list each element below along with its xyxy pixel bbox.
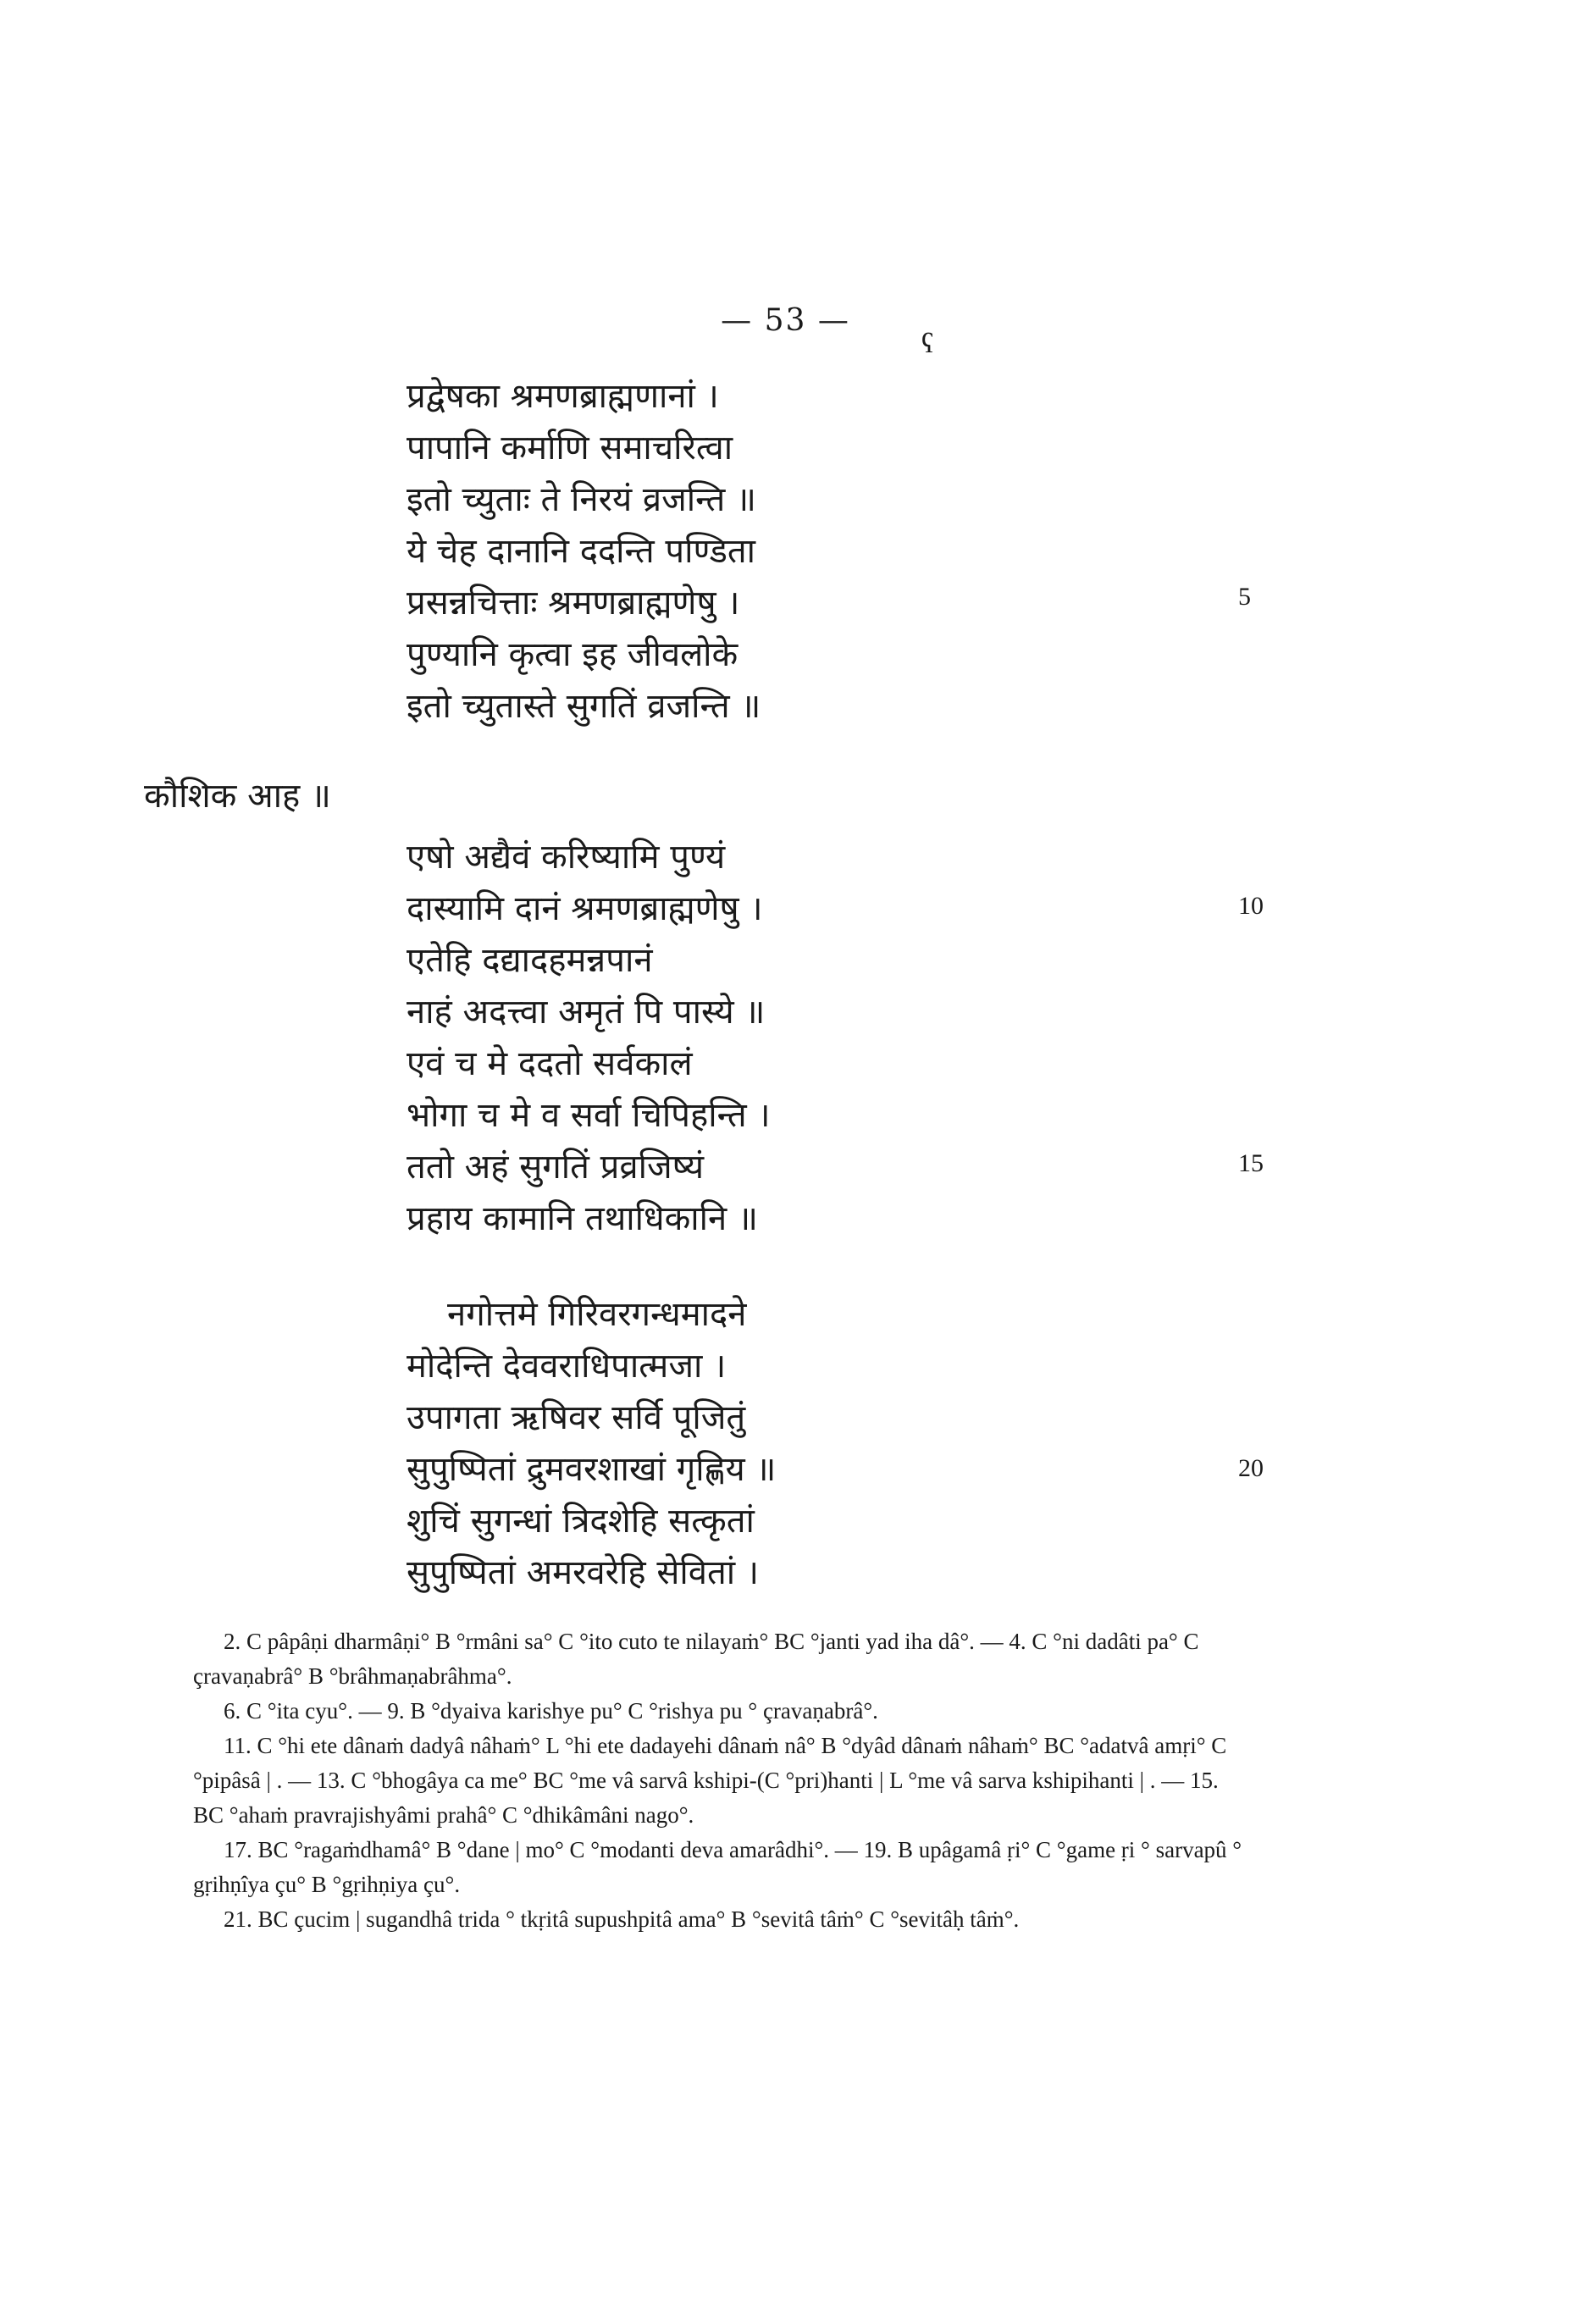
footnotes (193, 1624, 1252, 1937)
footnote: 6. C °ita cyu°. — 9. B °dyaiva karishye pu° C °rishya pu ° çravaṇabrâ°. (224, 1698, 878, 1724)
verse-line: सुपुष्पितां अमरवरेहि सेवितां । (407, 1553, 760, 1592)
footnote: 11. C °hi ete dânaṁ dadyâ nâhaṁ° L °hi ete dadayehi dânaṁ nâ° B °dyâd dânaṁ nâhaṁ° BC °adatvâ amṛi° C °pipâsâ | . — 13. C °bhogâya ca me° BC °me vâ sarvâ kshipi-(C °pri)hanti | L °me vâ sarva kshipihanti | . — 15. BC °ahaṁ pravrajishyâmi prahâ° C °dhikâmâni nago°. (193, 1733, 1227, 1828)
verse-line: पुण्यानि कृत्वा इह जीवलोके (407, 635, 738, 674)
verse-line: प्रद्वेषका श्रमणब्राह्मणानां । (407, 377, 719, 416)
verse-line: नाहं अदत्त्वा अमृतं पि पास्ये ॥ (407, 993, 766, 1032)
verse-line: सुपुष्पितां द्रुमवरशाखां गृह्णिय ॥ (407, 1450, 777, 1489)
verse-block-1 (407, 371, 761, 733)
verse-line: ततो अहं सुगतिं प्रव्रजिष्यं (407, 1148, 705, 1187)
line-number: 5 (1238, 583, 1251, 611)
footnote: 17. BC °ragaṁdhamâ° B °dane | mo° C °modanti deva amarâdhi°. — 19. B upâgamâ ṛi° C °game ṛi ° sarvapû ° gṛihṇîya çu° B °gṛihṇiya çu°. (193, 1837, 1242, 1897)
verse-line: नगोत्तमे गिरिवरगन्धमादने (447, 1295, 747, 1334)
verse-line: शुचिं सुगन्धां त्रिदशेहि सत्कृतां (407, 1502, 755, 1541)
line-number: 15 (1238, 1149, 1264, 1177)
verse-line: भोगा च मे व सर्वा चिपिहन्ति । (407, 1096, 771, 1135)
verse-line: एषो अद्यैवं करिष्यामि पुण्यं (407, 838, 726, 877)
verse-line: एवं च मे ददतो सर्वकालं (407, 1044, 693, 1083)
verse-line: प्रसन्नचित्ताः श्रमणब्राह्मणेषु । (407, 584, 740, 622)
verse-line: पापानि कर्माणि समाचरित्वा (407, 429, 733, 468)
line-number: 20 (1238, 1454, 1264, 1482)
verse-line: मोदेन्ति देववराधिपात्मजा । (407, 1347, 727, 1386)
corner-mark: ҁ (921, 320, 935, 354)
verse-block-3 (407, 1289, 776, 1599)
footnote: 21. BC çucim | sugandhâ trida ° tkṛitâ supushpitâ ama° B °sevitâ tâṁ° C °sevitâḥ tâṁ°. (224, 1906, 1020, 1932)
verse-line: दास्यामि दानं श्रमणब्राह्मणेषु । (407, 889, 763, 928)
verse-line: इतो च्युताः ते निरयं व्रजन्ति ॥ (407, 480, 756, 519)
verse-line: इतो च्युतास्ते सुगतिं व्रजन्ति ॥ (407, 687, 761, 726)
speaker-heading: कौशिक आह ॥ (144, 777, 331, 816)
verse-line: ये चेह दानानि ददन्ति पण्डिता (407, 532, 756, 571)
verse-line: एतेहि दद्यादहमन्नपानं (407, 941, 653, 980)
verse-block-2 (407, 832, 771, 1245)
line-number: 10 (1238, 892, 1264, 920)
verse-line: प्रहाय कामानि तथाधिकानि ॥ (407, 1199, 758, 1238)
page-number: — 53 — (721, 303, 850, 338)
verse-line: उपागता ऋषिवर सर्वि पूजितुं (407, 1398, 746, 1437)
footnote: 2. C pâpâṇi dharmâṇi° B °rmâni sa° C °ito cuto te nilayaṁ° BC °janti yad iha dâ°. — 4. C °ni dadâti pa° C çravaṇabrâ° B °brâhmaṇabrâhma°. (193, 1629, 1199, 1689)
